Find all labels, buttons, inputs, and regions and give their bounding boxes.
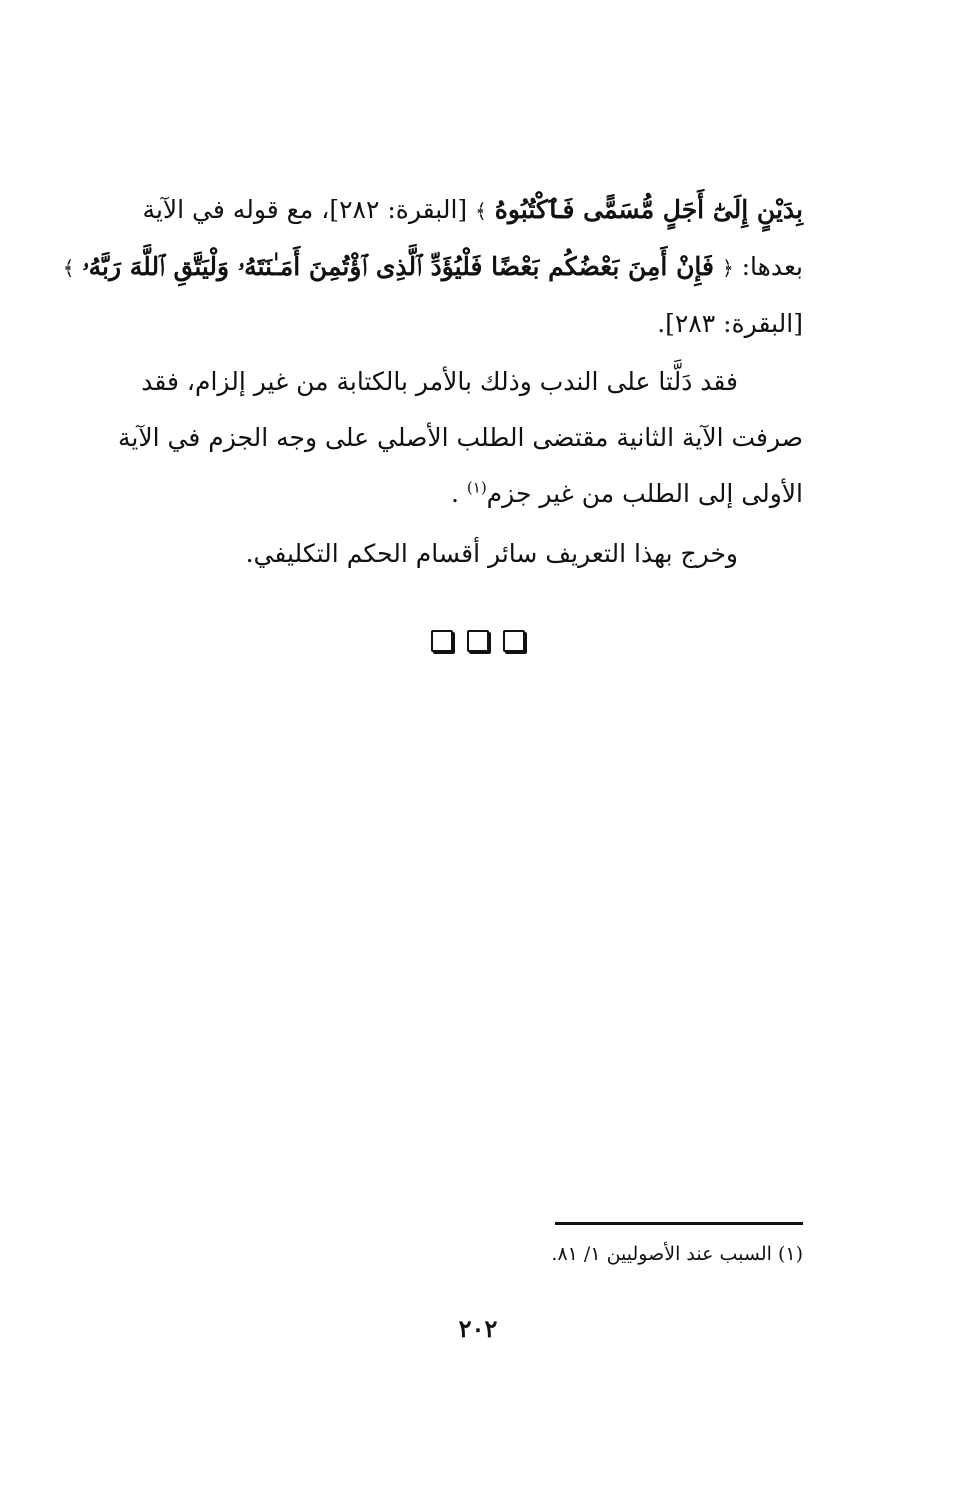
paragraph-line: فقد دَلَّتا على الندب وذلك بالأمر بالكتابة من غير إلزام، فقد: [141, 367, 738, 396]
footnote-text: السبب عند الأصوليين ١/ ٨١.: [551, 1243, 772, 1265]
quran-verse-text: بِدَيْنٍ إِلَىٰٓ أَجَلٍ مُّسَمًّى فَٱكْتُبُوهُ: [494, 195, 803, 224]
quran-bracket-close: ﴾: [62, 256, 75, 280]
footnote-divider: [555, 1222, 803, 1225]
paragraph-line: [108, 466, 803, 522]
verse-reference-text: [البقرة: ٢٨٢]، مع قوله في الآية: [142, 195, 468, 224]
paragraph-line: وخرج بهذا التعريف سائر أقسام الحكم التكليفي.: [245, 539, 738, 568]
quran-bracket-close: ﴾: [475, 199, 487, 223]
paragraph-conclusion: [108, 526, 803, 582]
paragraph-explanation: [108, 354, 803, 522]
square-ornament-icon: [467, 630, 489, 652]
footnote-reference[interactable]: (١): [466, 478, 487, 497]
paragraph-line: [108, 182, 803, 239]
paragraph-line-text: الأولى إلى الطلب من غير جزم: [486, 479, 803, 508]
footnote: [400, 1237, 803, 1271]
square-ornament-icon: [503, 630, 525, 652]
quran-bracket-open: ﴿: [721, 256, 734, 280]
paragraph-line-end: .: [450, 479, 459, 508]
line-lead-text: بعدها:: [741, 252, 803, 281]
square-ornament-icon: [431, 630, 453, 652]
verse-reference-line: [البقرة: ٢٨٣].: [657, 309, 803, 338]
paragraph-line: صرفت الآية الثانية مقتضى الطلب الأصلي على وجه الجزم في الآية: [117, 423, 803, 452]
footnote-marker: (١): [777, 1243, 803, 1265]
section-separator: [407, 630, 549, 658]
quran-verse-text: فَإِنْ أَمِنَ بَعْضُكُم بَعْضًا فَلْيُؤَدِّ ٱلَّذِى ٱؤْتُمِنَ أَمَـٰنَتَهُۥ وَلْيَتَّقِ ٱللَّهَ رَبَّهُۥ: [82, 252, 714, 281]
page-number: ٢٠٢: [458, 1314, 498, 1343]
paragraph-line: [62, 239, 803, 296]
paragraph-quran-citations: [62, 182, 803, 352]
